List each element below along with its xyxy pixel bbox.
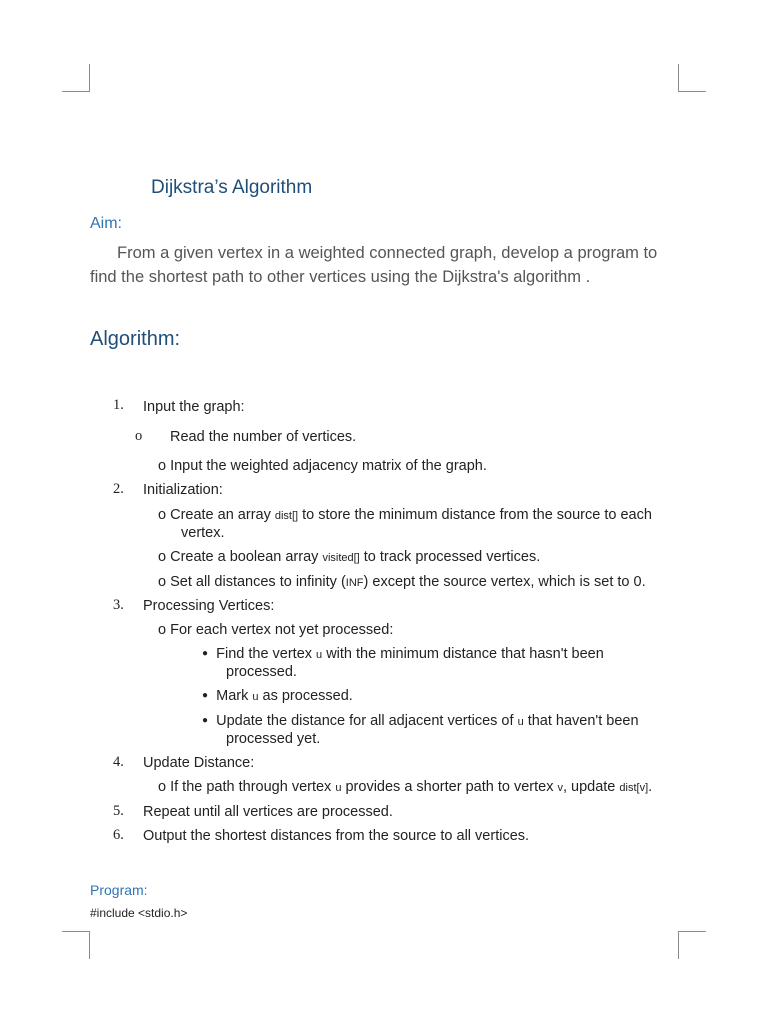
sub-step-text: Read the number of vertices. <box>170 429 357 445</box>
bullet-continuation: processed. <box>226 664 297 680</box>
crop-mark-bottom-right-v <box>678 931 679 959</box>
sub-step-text: o Create an array dist[] to store the minimum distance from the source to each <box>158 507 652 523</box>
inline-code: visited[] <box>322 552 360 564</box>
step-text: Repeat until all vertices are processed. <box>143 804 393 820</box>
program-heading: Program: <box>90 882 148 898</box>
aim-text: From a given vertex in a weighted connected graph, develop a program to find the shortest path to other vertices using the Dijkstra's algorithm . <box>90 244 658 286</box>
step-number: 2. <box>113 481 124 497</box>
crop-mark-top-left-v <box>89 64 90 92</box>
step-number: 4. <box>113 754 124 770</box>
sub-step-text: o If the path through vertex u provides a shorter path to vertex v, update dist[v]. <box>158 779 653 795</box>
step-number: 1. <box>113 397 124 413</box>
inline-code: dist[v] <box>619 782 649 794</box>
step-number: 6. <box>113 827 124 843</box>
bullet-item: ● Find the vertex u with the minimum distance that hasn't been <box>202 646 604 662</box>
step-text: Output the shortest distances from the source to all vertices. <box>143 828 530 844</box>
step-text: Update Distance: <box>143 755 255 771</box>
inline-code: dist[] <box>274 510 299 522</box>
step-number: 3. <box>113 597 124 613</box>
inline-code: u <box>316 649 323 661</box>
inline-code: u <box>335 782 342 794</box>
step-text: Processing Vertices: <box>143 598 275 614</box>
algorithm-heading: Algorithm: <box>90 328 181 350</box>
crop-mark-bottom-right-h <box>678 931 706 932</box>
bullet-item: ● Mark u as processed. <box>202 688 353 704</box>
document-title: Dijkstra’s Algorithm <box>151 177 313 198</box>
crop-mark-top-right-h <box>678 91 706 92</box>
sub-step-text: o Input the weighted adjacency matrix of the graph. <box>158 458 487 474</box>
inline-code: INF <box>345 577 364 589</box>
step-text: Input the graph: <box>143 399 245 415</box>
sub-step-continuation: vertex. <box>181 525 225 541</box>
aim-paragraph <box>90 241 680 289</box>
aim-heading: Aim: <box>90 215 122 232</box>
crop-mark-bottom-left-v <box>89 931 90 959</box>
code-line: #include <stdio.h> <box>90 906 188 920</box>
crop-mark-top-right-v <box>678 64 679 92</box>
inline-code: v <box>557 782 563 794</box>
inline-code: u <box>517 716 524 728</box>
crop-mark-top-left-h <box>62 91 90 92</box>
step-number: 5. <box>113 803 124 819</box>
bullet-continuation: processed yet. <box>226 731 321 747</box>
sub-step-text: o Set all distances to infinity (INF) except the source vertex, which is set to 0. <box>158 574 646 590</box>
sub-bullet: o <box>135 428 143 444</box>
crop-mark-bottom-left-h <box>62 931 90 932</box>
sub-step-text: o Create a boolean array visited[] to track processed vertices. <box>158 549 541 565</box>
sub-step-text: o For each vertex not yet processed: <box>158 622 394 638</box>
inline-code: u <box>252 691 259 703</box>
step-text: Initialization: <box>143 482 223 498</box>
bullet-item: ● Update the distance for all adjacent vertices of u that haven't been <box>202 713 639 729</box>
